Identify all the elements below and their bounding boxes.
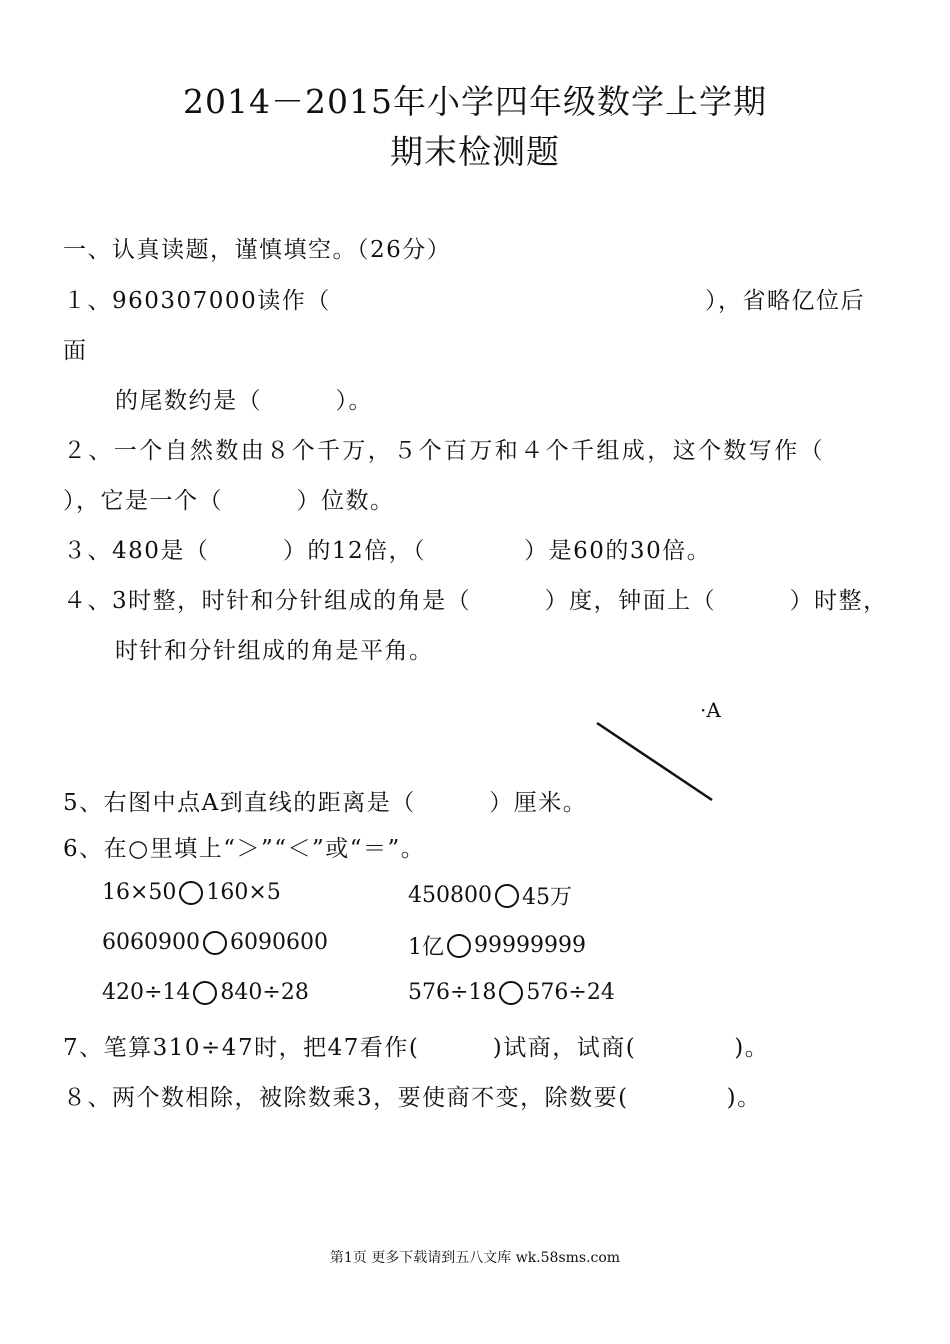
page-footer: 第1页 更多下载请到五八文库 wk.58sms.com bbox=[329, 1250, 621, 1266]
question-8: ８、两个数相除，被除数乘3，要使商不变，除数要( )。 bbox=[63, 1085, 762, 1111]
question-1-line2: 面 bbox=[63, 338, 88, 364]
question-1-line1-start: １、960307000读作（ bbox=[63, 288, 331, 314]
section-heading: 一、认真读题，谨慎填空。（26分） bbox=[63, 237, 452, 263]
compare-left: 16×50 bbox=[102, 880, 177, 905]
compare-item-6 bbox=[408, 980, 615, 1005]
compare-left: 420÷14 bbox=[102, 980, 191, 1005]
compare-circle[interactable] bbox=[193, 981, 217, 1005]
compare-left: 576÷18 bbox=[408, 980, 497, 1005]
question-1-line3: 的尾数约是（ ）。 bbox=[115, 388, 373, 414]
compare-item-2 bbox=[408, 880, 572, 911]
question-3: ３、480是（ ）的12倍，（ ）是60的30倍。 bbox=[63, 538, 712, 564]
question-6: 6、在○里填上“＞”“＜”或“＝”。 bbox=[63, 836, 426, 862]
compare-right: 160×5 bbox=[206, 880, 281, 905]
point-a-label: ·A bbox=[700, 698, 721, 722]
question-4-line2: 时针和分针组成的角是平角。 bbox=[115, 638, 434, 664]
compare-left: 6060900 bbox=[102, 930, 200, 955]
compare-circle[interactable] bbox=[203, 931, 227, 955]
question-7: 7、笔算310÷47时，把47看作( )试商，试商( )。 bbox=[63, 1035, 770, 1061]
compare-right: 99999999 bbox=[474, 933, 586, 958]
compare-left: 1亿 bbox=[408, 935, 444, 960]
straight-line bbox=[597, 723, 712, 800]
question-5: 5、右图中点A到直线的距离是（ ）厘米。 bbox=[63, 790, 588, 816]
compare-right: 576÷24 bbox=[526, 980, 615, 1005]
question-2-line2: ），它是一个（ ）位数。 bbox=[63, 488, 395, 514]
compare-circle[interactable] bbox=[179, 881, 203, 905]
compare-right: 840÷28 bbox=[220, 980, 309, 1005]
question-2-line1: ２、一个自然数由８个千万，５个百万和４个千组成，这个数写作（ bbox=[63, 438, 825, 464]
compare-item-3 bbox=[102, 930, 328, 955]
page-title: 2014－2015年小学四年级数学上学期 bbox=[183, 82, 767, 121]
compare-item-4 bbox=[408, 930, 586, 961]
compare-item-1 bbox=[102, 880, 281, 905]
compare-item-5 bbox=[102, 980, 309, 1005]
compare-circle[interactable] bbox=[495, 884, 519, 908]
page-subtitle: 期末检测题 bbox=[390, 132, 560, 171]
question-1-line1-end: ），省略亿位后 bbox=[705, 288, 865, 314]
compare-circle[interactable] bbox=[447, 934, 471, 958]
compare-circle[interactable] bbox=[499, 981, 523, 1005]
compare-left: 450800 bbox=[408, 883, 492, 908]
compare-right: 6090600 bbox=[229, 930, 328, 955]
question-4-line1: ４、3时整，时针和分针组成的角是（ ）度，钟面上（ ）时整， bbox=[63, 588, 888, 614]
compare-right: 45万 bbox=[521, 885, 572, 910]
